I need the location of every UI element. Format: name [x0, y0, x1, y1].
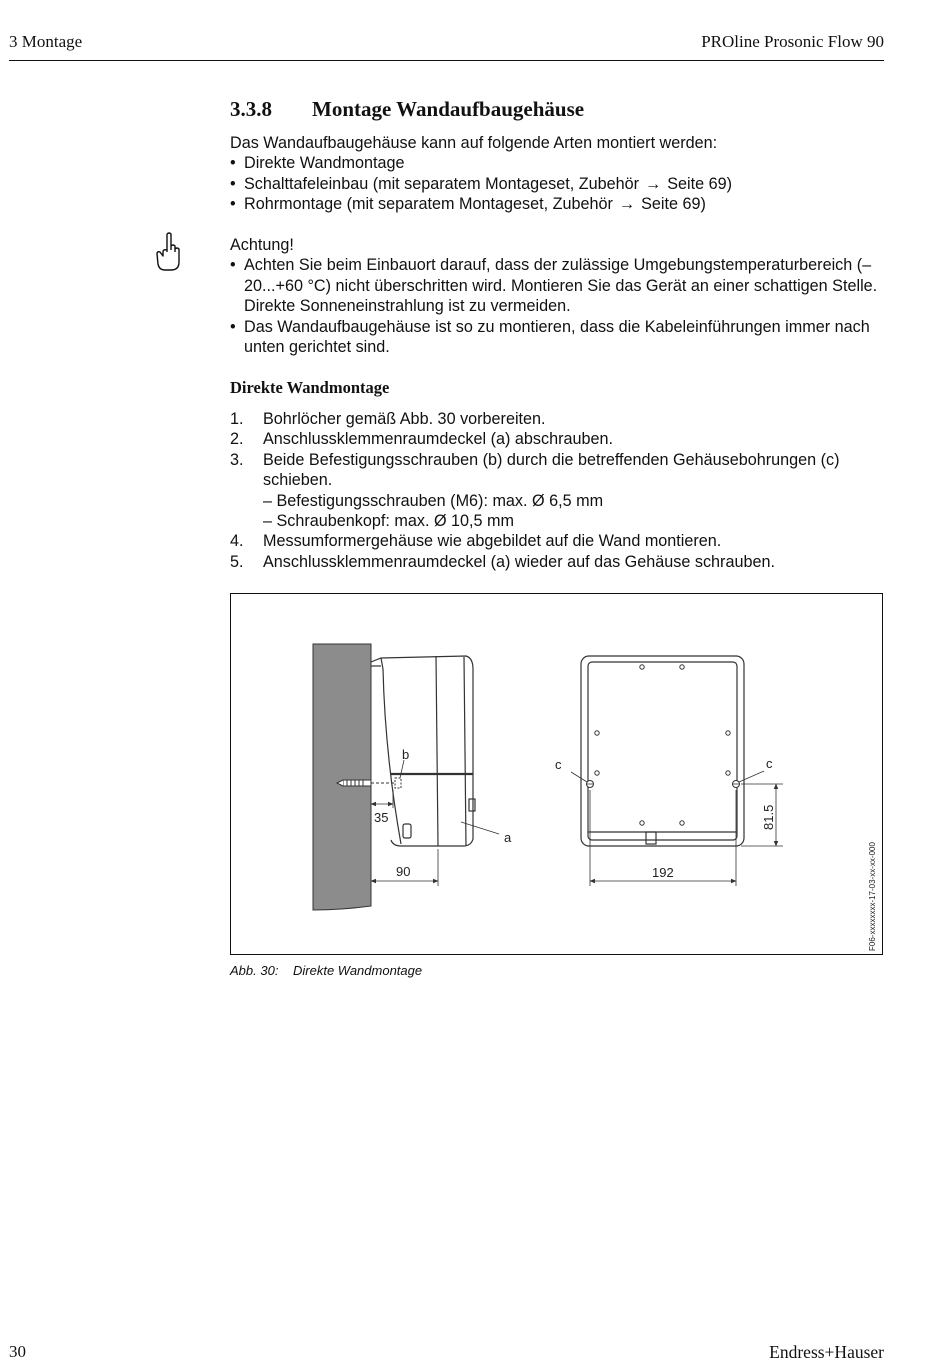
label-b: b [402, 747, 410, 762]
caption-text: Direkte Wandmontage [293, 963, 423, 978]
product-header: PROline Prosonic Flow 90 [701, 32, 884, 51]
figure-code: F06-xxxxxxxx-17-03-xx-xx-000 [868, 842, 877, 951]
intro-lead: Das Wandaufbaugehäuse kann auf folgende Arten montiert werden: [230, 134, 718, 152]
dim-35: 35 [374, 810, 389, 825]
step-sub-item: – Schraubenkopf: max. Ø 10,5 mm [263, 512, 515, 531]
caution-list [230, 255, 885, 357]
list-item: • Rohrmontage (mit separatem Montageset, Zubehör → Seite 69) [230, 194, 885, 214]
procedure-steps [230, 409, 885, 572]
list-item: • Direkte Wandmontage [230, 153, 885, 173]
step-item: 1. Bohrlöcher gemäß Abb. 30 vorbereiten. [230, 410, 546, 428]
label-a: a [504, 830, 512, 845]
section-number: 3.3.8 [230, 97, 272, 121]
section-title [230, 97, 584, 122]
page-number: 30 [9, 1342, 26, 1361]
caution-block [230, 235, 885, 357]
dim-90: 90 [396, 864, 411, 879]
page-reference-link[interactable]: Seite 69) [667, 174, 732, 193]
mounting-options-list [230, 153, 885, 214]
intro-block [230, 133, 885, 215]
section-title-text: Montage Wandaufbaugehäuse [312, 97, 585, 121]
brand-logo: Endress+Hauser [769, 1342, 884, 1362]
header-divider [9, 60, 884, 61]
list-item: • Schalttafeleinbau (mit separatem Montageset, Zubehör → Seite 69) [230, 174, 885, 194]
page-reference-link[interactable]: Seite 69) [641, 195, 706, 214]
mounting-drawing [231, 594, 882, 954]
chapter-header: 3 Montage [9, 32, 83, 51]
procedure-heading: Direkte Wandmontage [230, 378, 390, 397]
figure-caption [230, 963, 422, 978]
step-item: 4. Messumformergehäuse wie abgebildet auf die Wand montieren. [230, 532, 722, 551]
step-item: 5. Anschlussklemmenraumdeckel (a) wieder auf das Gehäuse schrauben. [230, 552, 775, 571]
caution-heading: Achtung! [230, 236, 294, 254]
list-item: • Achten Sie beim Einbauort darauf, dass der zulässige Umgebungstemperaturbereich (–20...+60 °C) nicht überschritten wird. Montieren Sie das Gerät an einer schattigen Stelle. Direkte Sonneneinstrahlung ist zu vermeiden. [230, 255, 885, 316]
mounting-figure [230, 593, 883, 955]
housing-front-view [581, 656, 744, 846]
label-c-left: c [555, 757, 562, 772]
caption-label: Abb. 30: [230, 963, 279, 978]
dim-192: 192 [652, 865, 674, 880]
step-item: 2. Anschlussklemmenraumdeckel (a) abschrauben. [230, 430, 613, 449]
pointing-hand-icon [153, 232, 183, 272]
wall-section [313, 644, 371, 910]
dim-81-5: 81.5 [761, 804, 776, 830]
list-item: • Das Wandaufbaugehäuse ist so zu montieren, dass die Kabeleinführungen immer nach unten gerichtet sind. [230, 317, 885, 358]
step-sub-item: – Befestigungsschrauben (M6): max. Ø 6,5 mm [263, 491, 604, 510]
mounting-holes [587, 665, 740, 825]
arrow-right-icon: → [618, 195, 636, 214]
label-c-right: c [766, 756, 773, 771]
arrow-right-icon: → [645, 174, 662, 193]
step-item: 3. Beide Befestigungsschrauben (b) durch die betreffenden Gehäusebohrungen (c) schieben. – Befestigungsschrauben (M6): max. Ø 6,5 mm – Schraubenkopf: max. Ø 10,5 mm [230, 450, 885, 532]
